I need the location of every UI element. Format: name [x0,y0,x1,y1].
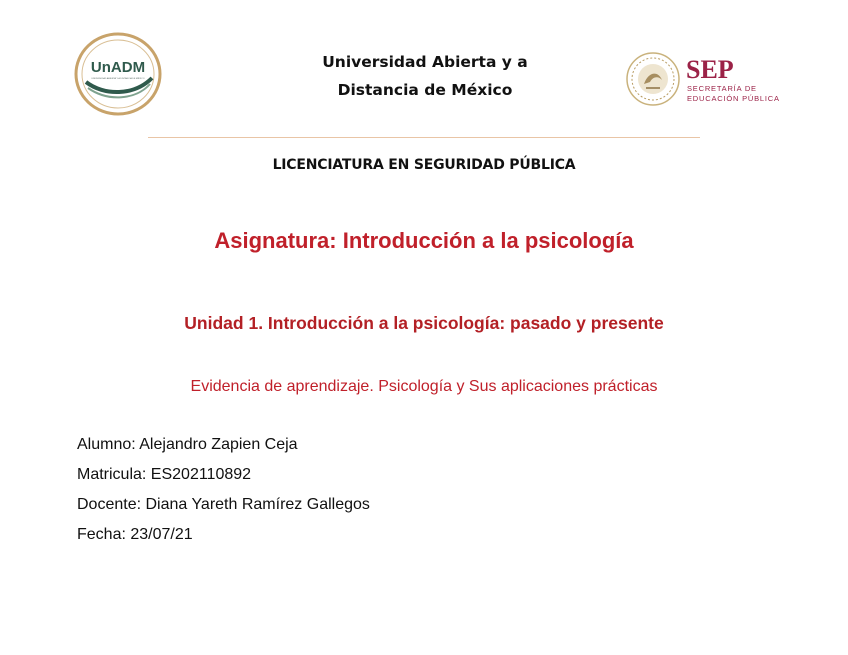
unadm-logo-text: UnADM [90,59,146,76]
registration-number: Matricula: ES202110892 [77,466,252,483]
university-name-line-2: Distancia de México [337,81,513,99]
sep-logo-text: SEP [686,55,734,84]
national-seal-icon [627,53,679,105]
student-details [77,430,370,550]
teacher-name: Docente: Diana Yareth Ramírez Gallegos [77,496,370,513]
university-name-line-1: Universidad Abierta y a [322,53,528,71]
evidence-title: Evidencia de aprendizaje. Psicología y Sus aplicaciones prácticas [190,378,658,395]
sep-logo [626,50,791,108]
university-name [270,48,580,104]
unadm-logo-tagline: UNIVERSIDAD ABIERTA Y A DISTANCIA DE MÉXICO [91,78,145,80]
sep-logo-subtitle-line-1: SECRETARÍA DE [687,84,757,93]
student-name: Alumno: Alejandro Zapien Ceja [77,436,298,453]
subject-title: Asignatura: Introducción a la psicología [214,228,634,253]
header-divider [148,137,700,138]
sep-logo-subtitle-line-2: EDUCACIÓN PÚBLICA [687,94,780,103]
degree-program: LICENCIATURA EN SEGURIDAD PÚBLICA [272,157,576,173]
submission-date: Fecha: 23/07/21 [77,526,193,543]
unit-title: Unidad 1. Introducción a la psicología: pasado y presente [184,313,664,333]
unadm-logo [74,32,162,116]
